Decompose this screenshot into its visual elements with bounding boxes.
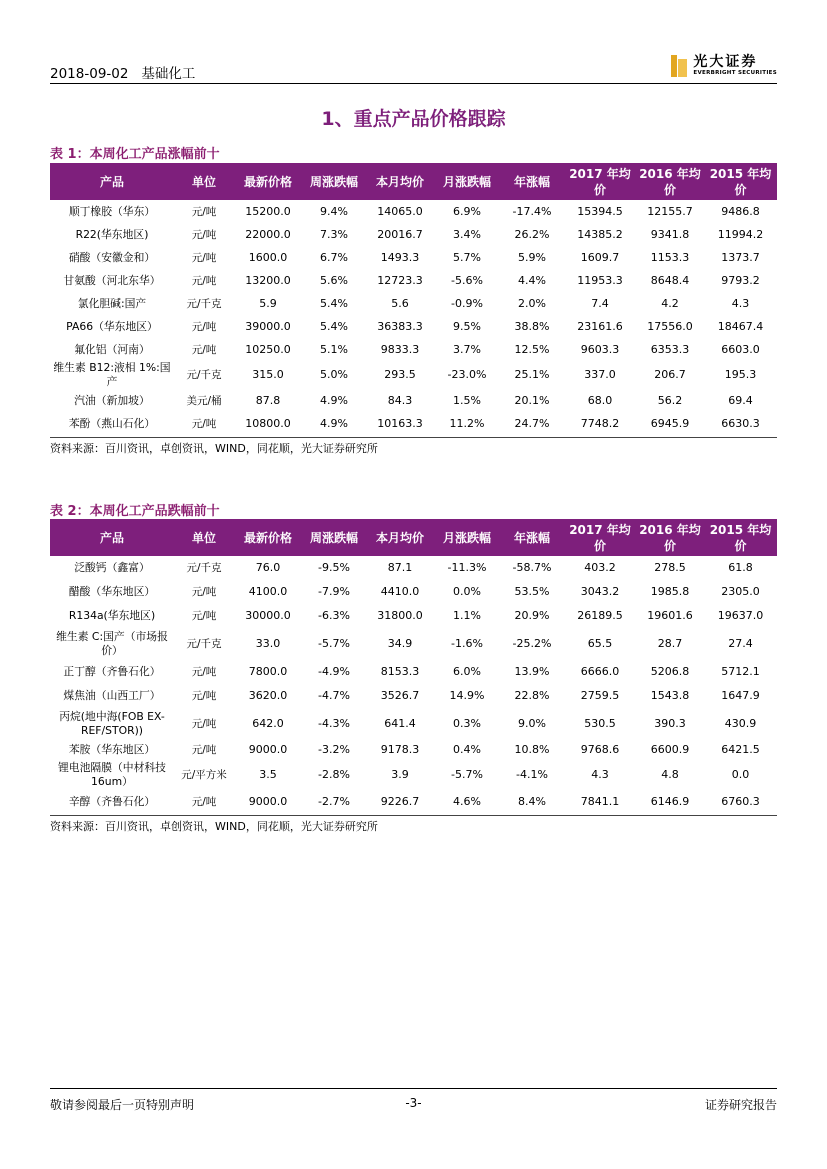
- table1-bottom-rule: [50, 437, 777, 438]
- cell-avg-2016: 4.2: [661, 296, 679, 310]
- col-header-yearly-change: 年涨幅: [500, 163, 564, 200]
- cell-month-avg: 5.6: [391, 296, 409, 310]
- cell-month-avg: 1493.3: [380, 250, 420, 264]
- cell-avg-2015: 0.0: [731, 768, 750, 781]
- cell-product: 醋酸（华东地区）: [68, 585, 156, 598]
- table-row: [50, 580, 777, 604]
- table-row: [50, 246, 777, 269]
- cell-monthly-change: -23.0%: [447, 368, 487, 381]
- table-row: [50, 556, 777, 580]
- cell-month-avg: 20016.7: [377, 227, 423, 241]
- cell-latest-price: 9000.0: [248, 743, 288, 756]
- col-header-yearly-change: 年涨幅: [500, 519, 564, 556]
- cell-unit: 元/吨: [191, 228, 217, 241]
- table-row: [50, 412, 777, 435]
- cell-weekly-change: 5.1%: [320, 342, 348, 356]
- cell-month-avg: 10163.3: [377, 416, 423, 430]
- cell-avg-2015: 4.3: [731, 296, 750, 310]
- cell-avg-2016: 28.7: [657, 637, 683, 650]
- cell-monthly-change: 1.1%: [453, 609, 481, 622]
- cell-latest-price: 642.0: [252, 717, 284, 730]
- cell-weekly-change: -4.7%: [318, 689, 350, 702]
- page-header: [50, 54, 777, 84]
- col-header-weekly-change: 周涨跌幅: [302, 519, 366, 556]
- footer-report-type: 证券研究报告: [704, 1098, 777, 1112]
- table1-header-row: [50, 163, 777, 200]
- cell-latest-price: 39000.0: [245, 319, 291, 333]
- cell-latest-price: 315.0: [252, 368, 284, 381]
- cell-latest-price: 3620.0: [248, 689, 288, 702]
- cell-weekly-change: 6.7%: [320, 250, 348, 264]
- cell-yearly-change: 9.0%: [518, 717, 546, 730]
- cell-avg-2015: 27.4: [728, 637, 753, 650]
- cell-avg-2015: 2305.0: [721, 585, 760, 598]
- cell-monthly-change: 1.5%: [453, 393, 481, 407]
- cell-avg-2017: 2759.5: [580, 689, 620, 702]
- col-header-latest-price: 最新价格: [234, 519, 302, 556]
- col-header-product: 产品: [50, 519, 174, 556]
- cell-avg-2017: 26189.5: [577, 609, 623, 622]
- cell-latest-price: 22000.0: [245, 227, 291, 241]
- table-row: [50, 292, 777, 315]
- cell-month-avg: 87.1: [387, 561, 413, 574]
- cell-monthly-change: 4.6%: [453, 795, 481, 808]
- cell-avg-2016: 8648.4: [650, 273, 690, 287]
- cell-avg-2016: 206.7: [654, 368, 686, 381]
- cell-unit: 元/吨: [191, 796, 217, 808]
- cell-latest-price: 76.0: [255, 561, 281, 574]
- col-header-avg-2016: 2016 年均价: [636, 519, 704, 556]
- cell-avg-2015: 61.8: [728, 561, 753, 574]
- table1-gainers: [50, 163, 777, 435]
- cell-avg-2016: 5206.8: [650, 665, 690, 678]
- cell-weekly-change: -5.7%: [318, 637, 350, 650]
- cell-avg-2016: 278.5: [654, 561, 686, 574]
- cell-product: 氟化铝（河南）: [74, 342, 150, 356]
- cell-unit: 元/吨: [191, 666, 217, 678]
- cell-yearly-change: 22.8%: [514, 689, 550, 702]
- cell-avg-2015: 6630.3: [721, 416, 760, 430]
- cell-avg-2017: 9768.6: [580, 743, 620, 756]
- cell-unit: 元/吨: [191, 690, 217, 702]
- cell-avg-2015: 9486.8: [721, 204, 760, 218]
- col-header-monthly-change: 月涨跌幅: [434, 163, 500, 200]
- cell-weekly-change: 9.4%: [320, 204, 348, 218]
- cell-avg-2015: 6603.0: [721, 342, 760, 356]
- cell-avg-2017: 11953.3: [577, 273, 623, 287]
- footer-page-number: -3-: [405, 1096, 422, 1110]
- table2-losers: [50, 519, 777, 814]
- cell-latest-price: 30000.0: [245, 609, 291, 622]
- table-row: [50, 790, 777, 814]
- cell-unit: 元/吨: [191, 274, 217, 287]
- cell-unit: 元/平方米: [181, 769, 227, 781]
- cell-avg-2015: 9793.2: [721, 273, 760, 287]
- col-header-avg-2015: 2015 年均价: [704, 163, 777, 200]
- col-header-avg-2016: 2016 年均价: [636, 163, 704, 200]
- cell-avg-2015: 195.3: [724, 368, 757, 381]
- cell-avg-2017: 65.5: [587, 637, 613, 650]
- cell-yearly-change: -25.2%: [512, 637, 552, 650]
- cell-product: 辛醇（齐鲁石化）: [68, 795, 156, 808]
- cell-unit: 元/吨: [191, 417, 217, 430]
- cell-avg-2016: 6600.9: [650, 743, 690, 756]
- cell-avg-2017: 15394.5: [577, 204, 623, 218]
- cell-avg-2015: 6421.5: [721, 743, 760, 756]
- cell-unit: 元/千克: [186, 638, 222, 650]
- cell-avg-2016: 390.3: [654, 717, 686, 730]
- cell-product: 正丁醇（齐鲁石化）: [63, 665, 161, 678]
- cell-avg-2017: 14385.2: [577, 227, 623, 241]
- cell-yearly-change: 24.7%: [514, 416, 550, 430]
- col-header-avg-2017: 2017 年均价: [564, 519, 636, 556]
- cell-unit: 美元/桶: [186, 394, 222, 407]
- table2-caption: 表 2：本周化工产品跌幅前十: [50, 504, 220, 519]
- cell-avg-2017: 403.2: [584, 561, 616, 574]
- col-header-month-avg: 本月均价: [366, 519, 434, 556]
- cell-monthly-change: 3.4%: [453, 227, 481, 241]
- cell-avg-2017: 7.4: [591, 296, 609, 310]
- cell-avg-2017: 1609.7: [580, 250, 620, 264]
- cell-latest-price: 7800.0: [248, 665, 288, 678]
- cell-month-avg: 36383.3: [377, 319, 423, 333]
- cell-product: 甘氨酸（河北东华）: [63, 273, 161, 287]
- cell-month-avg: 34.9: [387, 637, 413, 650]
- cell-avg-2016: 6146.9: [650, 795, 690, 808]
- cell-unit: 元/吨: [191, 586, 217, 598]
- cell-month-avg: 9833.3: [380, 342, 420, 356]
- table2-body: [50, 556, 777, 814]
- cell-weekly-change: 5.6%: [320, 273, 348, 287]
- cell-latest-price: 10250.0: [245, 342, 291, 356]
- cell-avg-2015: 1373.7: [721, 250, 760, 264]
- cell-product: R134a(华东地区): [68, 609, 156, 622]
- logo-en: EVERBRIGHT SECURITIES: [693, 70, 777, 77]
- cell-avg-2017: 23161.6: [577, 319, 623, 333]
- cell-yearly-change: 53.5%: [514, 585, 550, 598]
- table-row: [50, 660, 777, 684]
- section-title: 1、重点产品价格跟踪: [321, 108, 506, 130]
- cell-product: 硝酸（安徽金和）: [68, 250, 156, 264]
- cell-avg-2017: 3043.2: [580, 585, 620, 598]
- cell-avg-2017: 7841.1: [580, 795, 620, 808]
- company-logo: [671, 52, 777, 80]
- cell-monthly-change: -0.9%: [451, 296, 483, 310]
- cell-weekly-change: -9.5%: [318, 561, 350, 574]
- cell-yearly-change: 8.4%: [518, 795, 546, 808]
- cell-product: 锂电池隔膜（中材科技 16um）: [58, 761, 166, 788]
- cell-unit: 元/千克: [186, 562, 222, 574]
- cell-yearly-change: -58.7%: [512, 561, 552, 574]
- col-header-avg-2017: 2017 年均价: [564, 163, 636, 200]
- cell-monthly-change: 3.7%: [453, 342, 481, 356]
- table-row: [50, 760, 777, 790]
- cell-weekly-change: -2.7%: [318, 795, 350, 808]
- cell-avg-2016: 4.8: [661, 768, 679, 781]
- cell-avg-2016: 56.2: [657, 393, 683, 407]
- table-row: [50, 389, 777, 412]
- cell-unit: 元/吨: [191, 251, 217, 264]
- col-header-latest-price: 最新价格: [234, 163, 302, 200]
- cell-avg-2017: 9603.3: [580, 342, 620, 356]
- table-row: [50, 604, 777, 628]
- cell-avg-2015: 5712.1: [721, 665, 760, 678]
- cell-month-avg: 31800.0: [377, 609, 423, 622]
- cell-latest-price: 3.5: [259, 768, 277, 781]
- logo-cn: 光大证券: [693, 54, 758, 71]
- cell-avg-2017: 337.0: [584, 368, 616, 381]
- cell-avg-2015: 69.4: [728, 393, 753, 407]
- cell-product: 苯胺（华东地区）: [68, 743, 156, 756]
- cell-avg-2015: 430.9: [724, 717, 757, 730]
- col-header-unit: 单位: [174, 163, 234, 200]
- cell-yearly-change: 38.8%: [514, 319, 550, 333]
- cell-latest-price: 87.8: [255, 393, 281, 407]
- table-row: [50, 708, 777, 740]
- table-row: [50, 361, 777, 389]
- cell-month-avg: 4410.0: [380, 585, 420, 598]
- col-header-month-avg: 本月均价: [366, 163, 434, 200]
- cell-yearly-change: 5.9%: [518, 250, 546, 264]
- cell-yearly-change: 2.0%: [518, 296, 546, 310]
- col-header-weekly-change: 周涨跌幅: [302, 163, 366, 200]
- cell-avg-2016: 6353.3: [650, 342, 690, 356]
- logo-mark-icon: [671, 55, 687, 77]
- cell-month-avg: 3526.7: [380, 689, 420, 702]
- table-row: [50, 269, 777, 292]
- table-row: [50, 338, 777, 361]
- cell-month-avg: 12723.3: [377, 273, 423, 287]
- cell-product: 泛酸钙（鑫富）: [74, 561, 150, 574]
- cell-monthly-change: 11.2%: [449, 416, 485, 430]
- cell-month-avg: 641.4: [384, 717, 416, 730]
- cell-product: 煤焦油（山西工厂）: [63, 689, 161, 702]
- cell-avg-2016: 12155.7: [647, 204, 693, 218]
- cell-avg-2017: 68.0: [587, 393, 613, 407]
- cell-monthly-change: 6.0%: [453, 665, 481, 678]
- cell-unit: 元/吨: [191, 320, 217, 333]
- table1-body: [50, 200, 777, 435]
- cell-product: 顺丁橡胶（华东）: [68, 204, 156, 218]
- cell-unit: 元/千克: [186, 369, 222, 381]
- cell-weekly-change: 4.9%: [320, 416, 348, 430]
- cell-monthly-change: 0.4%: [453, 743, 481, 756]
- cell-avg-2015: 6760.3: [721, 795, 760, 808]
- table-row: [50, 628, 777, 660]
- cell-avg-2017: 4.3: [591, 768, 609, 781]
- table1-caption: 表 1：本周化工产品涨幅前十: [50, 147, 220, 162]
- cell-unit: 元/吨: [191, 343, 217, 356]
- cell-monthly-change: -11.3%: [447, 561, 487, 574]
- cell-latest-price: 15200.0: [245, 204, 291, 218]
- cell-avg-2015: 18467.4: [717, 319, 764, 333]
- cell-yearly-change: 10.8%: [514, 743, 550, 756]
- cell-product: 维生素 C:国产（市场报价）: [56, 630, 168, 657]
- cell-weekly-change: -3.2%: [318, 743, 350, 756]
- cell-yearly-change: 4.4%: [518, 273, 546, 287]
- cell-weekly-change: 5.4%: [320, 319, 348, 333]
- cell-avg-2016: 9341.8: [650, 227, 690, 241]
- report-section: 基础化工: [141, 66, 196, 82]
- cell-latest-price: 10800.0: [245, 416, 291, 430]
- cell-product: 苯酚（燕山石化）: [68, 416, 156, 430]
- cell-weekly-change: -2.8%: [318, 768, 350, 781]
- col-header-avg-2015: 2015 年均价: [704, 519, 777, 556]
- table1-source: 资料来源：百川资讯，卓创资讯，WIND，同花顺，光大证券研究所: [50, 442, 378, 455]
- table2-source: 资料来源：百川资讯，卓创资讯，WIND，同花顺，光大证券研究所: [50, 820, 378, 833]
- cell-avg-2015: 11994.2: [717, 227, 764, 241]
- cell-unit: 元/吨: [191, 718, 217, 730]
- cell-weekly-change: 4.9%: [320, 393, 348, 407]
- cell-latest-price: 33.0: [255, 637, 281, 650]
- cell-yearly-change: 20.1%: [514, 393, 550, 407]
- col-header-product: 产品: [50, 163, 174, 200]
- cell-product: PA66（华东地区）: [66, 319, 158, 333]
- cell-monthly-change: 0.3%: [453, 717, 481, 730]
- cell-monthly-change: 5.7%: [453, 250, 481, 264]
- cell-month-avg: 293.5: [384, 368, 416, 381]
- cell-avg-2017: 530.5: [584, 717, 616, 730]
- footer-disclaimer: 敬请参阅最后一页特别声明: [50, 1098, 195, 1112]
- table2-bottom-rule: [50, 815, 777, 816]
- cell-weekly-change: -4.9%: [318, 665, 350, 678]
- cell-month-avg: 14065.0: [377, 204, 423, 218]
- cell-avg-2015: 1647.9: [721, 689, 760, 702]
- cell-weekly-change: -7.9%: [318, 585, 350, 598]
- cell-month-avg: 9226.7: [380, 795, 420, 808]
- cell-month-avg: 84.3: [387, 393, 413, 407]
- cell-yearly-change: 26.2%: [514, 227, 550, 241]
- cell-yearly-change: -4.1%: [516, 768, 548, 781]
- cell-yearly-change: 20.9%: [514, 609, 550, 622]
- cell-unit: 元/吨: [191, 610, 217, 622]
- cell-latest-price: 9000.0: [248, 795, 288, 808]
- cell-latest-price: 1600.0: [248, 250, 288, 264]
- cell-avg-2016: 1153.3: [650, 250, 690, 264]
- cell-unit: 元/吨: [191, 205, 217, 218]
- cell-weekly-change: 5.4%: [320, 296, 348, 310]
- col-header-unit: 单位: [174, 519, 234, 556]
- cell-yearly-change: -17.4%: [512, 204, 552, 218]
- col-header-monthly-change: 月涨跌幅: [434, 519, 500, 556]
- cell-monthly-change: -1.6%: [451, 637, 483, 650]
- cell-monthly-change: 6.9%: [453, 204, 481, 218]
- cell-avg-2016: 1985.8: [650, 585, 690, 598]
- table-row: [50, 200, 777, 223]
- cell-product: R22(华东地区): [75, 227, 149, 241]
- table-row: [50, 315, 777, 338]
- cell-month-avg: 9178.3: [380, 743, 420, 756]
- cell-monthly-change: 0.0%: [453, 585, 481, 598]
- cell-avg-2016: 6945.9: [650, 416, 690, 430]
- cell-monthly-change: 9.5%: [453, 319, 481, 333]
- cell-weekly-change: -6.3%: [318, 609, 350, 622]
- cell-monthly-change: 14.9%: [449, 689, 485, 702]
- cell-yearly-change: 25.1%: [514, 368, 550, 381]
- footer-rule: [50, 1088, 777, 1089]
- cell-avg-2015: 19637.0: [717, 609, 764, 622]
- cell-weekly-change: -4.3%: [318, 717, 350, 730]
- cell-product: 维生素 B12:液相 1%:国产: [53, 361, 171, 388]
- header-rule: [50, 83, 777, 84]
- cell-monthly-change: -5.7%: [451, 768, 483, 781]
- cell-month-avg: 8153.3: [380, 665, 420, 678]
- table-row: [50, 740, 777, 760]
- cell-weekly-change: 7.3%: [320, 227, 348, 241]
- cell-avg-2017: 6666.0: [580, 665, 620, 678]
- table2-header-row: [50, 519, 777, 556]
- cell-avg-2016: 19601.6: [647, 609, 693, 622]
- report-date-section: [50, 62, 195, 82]
- cell-unit: 元/吨: [191, 744, 217, 756]
- table-row: [50, 684, 777, 708]
- cell-yearly-change: 12.5%: [514, 342, 550, 356]
- cell-latest-price: 4100.0: [248, 585, 288, 598]
- cell-weekly-change: 5.0%: [320, 368, 348, 381]
- cell-product: 汽油（新加坡）: [74, 393, 150, 407]
- cell-avg-2016: 1543.8: [650, 689, 690, 702]
- cell-latest-price: 5.9: [259, 296, 277, 310]
- table-row: [50, 223, 777, 246]
- cell-product: 氯化胆碱:国产: [77, 296, 147, 310]
- cell-product: 丙烷(地中海(FOB EX-REF/STOR)): [59, 710, 165, 737]
- cell-avg-2016: 17556.0: [647, 319, 693, 333]
- report-date: 2018-09-02: [50, 66, 129, 82]
- cell-unit: 元/千克: [186, 297, 222, 310]
- cell-latest-price: 13200.0: [245, 273, 291, 287]
- cell-month-avg: 3.9: [391, 768, 409, 781]
- cell-yearly-change: 13.9%: [514, 665, 550, 678]
- cell-monthly-change: -5.6%: [451, 273, 483, 287]
- cell-avg-2017: 7748.2: [580, 416, 620, 430]
